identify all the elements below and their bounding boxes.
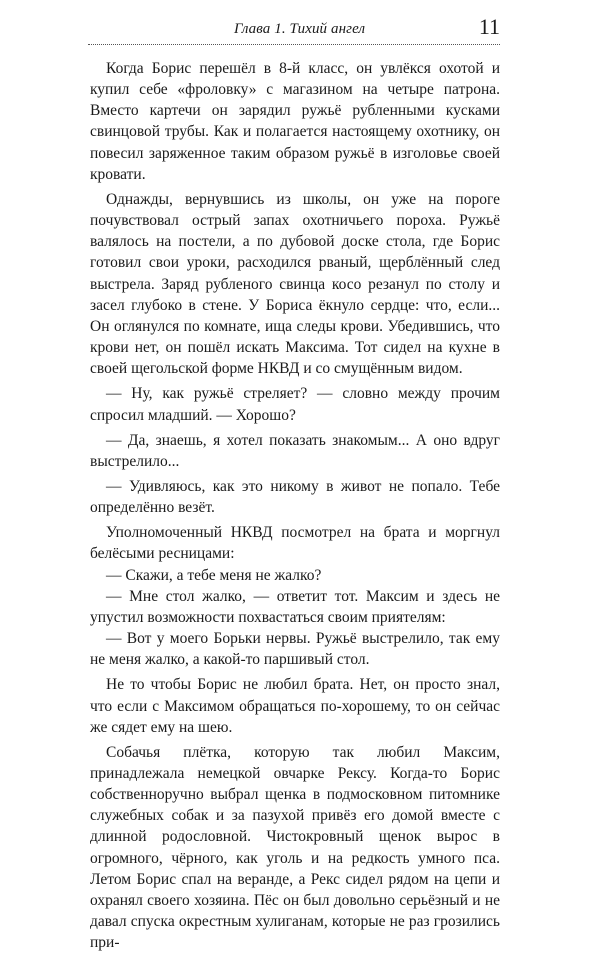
paragraph: Не то чтобы Борис не любил брата. Нет, он просто знал, что если с Максимом обращаться по-хорошему, то он сейчас же сядет ему на шею.	[90, 676, 500, 736]
paragraph: — Вот у моего Борьки нервы. Ружьё выстрелило, так ему не меня жалко, а какой-то паршивый стол.	[90, 630, 500, 669]
running-head	[88, 14, 500, 40]
paragraph: Когда Борис перешёл в 8-й класс, он увлёкся охотой и купил себе «фроловку» с магазином на четыре патрона. Вместо картечи он зарядил ружьё рубленными кусками свинцовой трубы. Как и полагается настоящему охотнику, он повесил заряженное таким образом ружьё в изголовье своей кровати.	[90, 60, 500, 183]
paragraph: — Ну, как ружьё стреляет? — словно между прочим спросил младший. — Хорошо?	[90, 385, 500, 424]
chapter-title: Глава 1. Тихий ангел	[234, 21, 366, 37]
page-number: 11	[478, 14, 500, 39]
body-text	[90, 58, 500, 953]
paragraph: Однажды, вернувшись из школы, он уже на пороге почувствовал острый запах охотничьего пороха. Ружьё валялось на постели, а по дубовой доске стола, где Борис готовил свои уроки, расходился рваный, щерблённый след выстрела. Заряд рубленого свинца косо резанул по столу и засел глубоко в стене. У Бориса ёкнуло сердце: что, если... Он оглянулся по комнате, ища следы крови. Убедившись, что крови нет, он пошёл искать Максима. Тот сидел на кухне в своей щегольской форме НКВД и со смущённым видом.	[90, 190, 500, 378]
paragraph: Собачья плётка, которую так любил Максим, принадлежала немецкой овчарке Рексу. Когда-то Борис собственноручно выбрал щенка в подмосковном питомнике служебных собак и за пазухой привёз его домой вместе с длинной родословной. Чистокровный щенок вырос в огромного, чёрного, как уголь и на редкость умного пса. Летом Борис спал на веранде, а Рекс сидел рядом на цепи и охранял своего хозяина. Пёс он был довольно серьёзный и не давал спуска окрестным хулиганам, которые не раз грозились при-	[90, 743, 500, 952]
paragraph: — Да, знаешь, я хотел показать знакомым... А оно вдруг выстрелило...	[90, 431, 500, 470]
paragraph: — Скажи, а тебе меня не жалко?	[106, 566, 322, 584]
header-rule	[88, 44, 500, 45]
paragraph: — Мне стол жалко, — ответит тот. Максим и здесь не упустил возможности похвастаться своим приятелям:	[90, 587, 500, 626]
paragraph: Уполномоченный НКВД посмотрел на брата и моргнул белёсыми ресницами:	[90, 524, 500, 563]
paragraph: — Удивляюсь, как это никому в живот не попало. Тебе определённо везёт.	[90, 477, 500, 517]
